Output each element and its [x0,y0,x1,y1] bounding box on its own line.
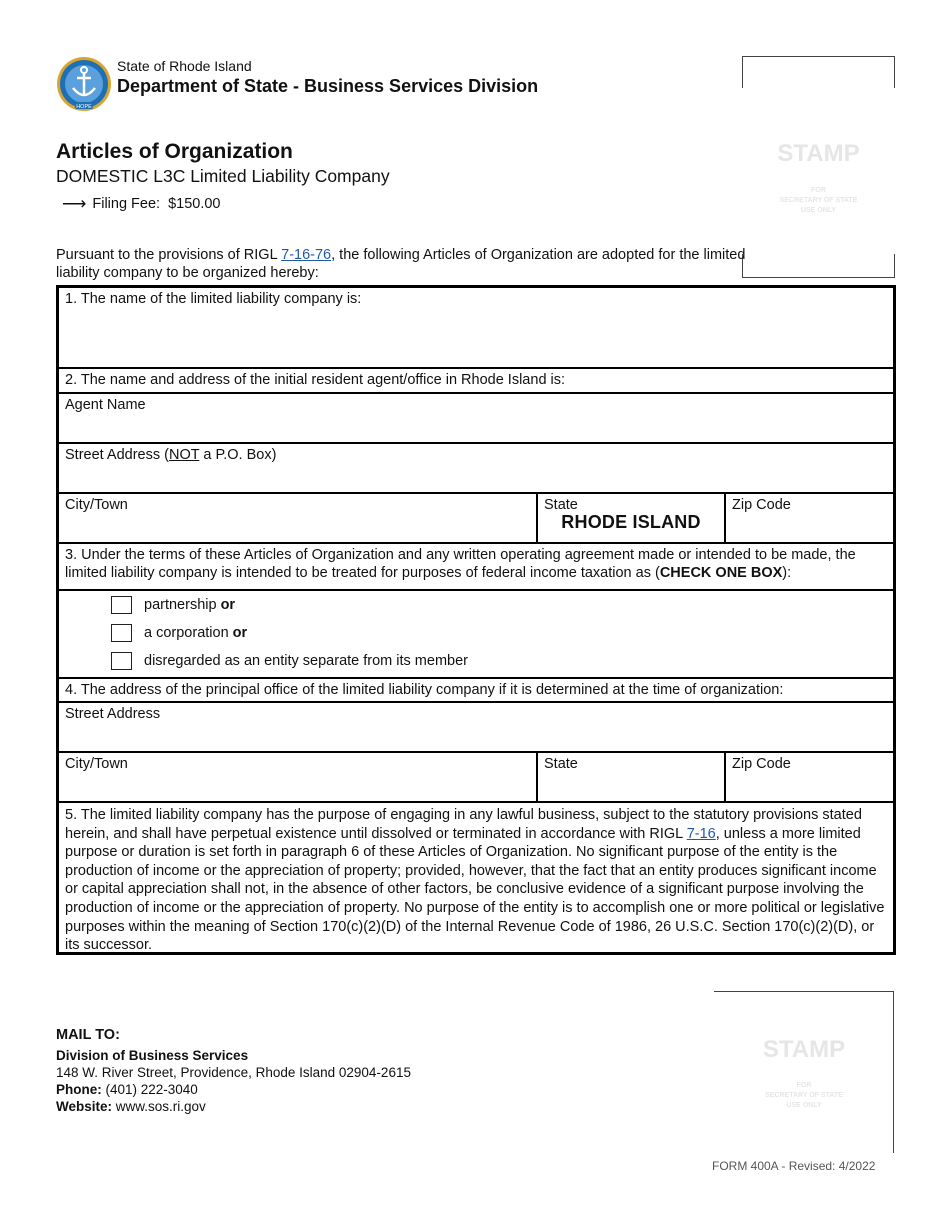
intro-paragraph: Pursuant to the provisions of RIGL 7-16-76, the following Articles of Organization are adopted for the limited liability company to be organized hereby: [56,247,746,281]
principal-zip-field[interactable]: Zip Code [732,756,791,772]
form-number: FORM 400A - Revised: 4/2022 [712,1159,876,1173]
mail-division: Division of Business Services [56,1048,249,1063]
articles-form [56,285,896,955]
agent-street-field[interactable] [59,444,893,494]
stamp-box-2 [714,991,894,1153]
llc-name-field[interactable] [59,288,893,369]
rigl-link[interactable]: 7-16-76 [281,247,332,263]
stamp-note-2: FOR SECRETARY OF STATE USE ONLY [765,1082,843,1109]
mail-heading: MAIL TO: [56,1027,120,1043]
agent-city-state-zip-row [59,494,893,544]
agent-name-field[interactable] [59,394,893,444]
mail-website: Website: www.sos.ri.gov [56,1099,206,1114]
mail-phone: Phone: (401) 222-3040 [56,1082,198,1097]
disregarded-checkbox[interactable] [111,652,132,670]
agent-name-label: Agent Name [65,397,146,413]
principal-street-field[interactable]: Street Address [59,703,893,753]
agent-city-field[interactable]: City/Town [65,497,128,513]
principal-state-field[interactable]: State [544,756,578,772]
option-corporation[interactable]: a corporation or [111,624,247,642]
rigl-7-16-link[interactable]: 7-16 [686,825,716,842]
agent-street-label: Street Address (NOT a P.O. Box) [65,447,277,463]
state-value: RHODE ISLAND [561,512,701,532]
partnership-checkbox[interactable] [111,596,132,614]
stamp-label-2: STAMP [762,1036,846,1063]
state-name: State of Rhode Island [117,58,252,74]
principal-city-state-zip-row [59,753,893,803]
stamp-box-top [742,56,895,88]
mail-to-block [56,1027,411,1115]
page-subtitle: DOMESTIC L3C Limited Liability Company [56,166,390,186]
stamp-box-bottom [742,254,895,278]
q4-header: 4. The address of the principal office of the limited liability company if it is determined at the time of organization: [59,679,893,703]
seal-motto: HOPE [76,104,92,110]
stamp-note: FOR SECRETARY OF STATE USE ONLY [779,187,858,214]
q1-label: 1. The name of the limited liability company is: [65,291,362,307]
department-name: Department of State - Business Services Division [117,76,539,96]
corporation-checkbox[interactable] [111,624,132,642]
option-partnership[interactable]: partnership or [111,596,235,614]
agent-state-field: State RHODE ISLAND [538,494,724,542]
agent-zip-field[interactable]: Zip Code [732,497,791,513]
tax-classification-options [59,591,893,679]
q5-purpose: 5. The limited liability company has the purpose of engaging in any lawful business, subject to the statutory provisions stated herein, and shall have perpetual existence until dissolved or terminated in accordance with RIGL 7-16, unless a more limited purpose or duration is set forth in paragraph 6 of these Articles of Organization. No significant purpose of the entity is the production of income or the appreciation of property; provided, however, that the fact that an entity produces significant income or capital appreciation shall not, in the absence of other factors, be conclusive evidence of a significant purpose involving the production of income or the appreciation of property. No purpose of the entity is to accomplish one or more political or legislative purposes within the meaning of Section 170(c)(2)(D) of the Internal Revenue Code of 1986, 26 U.S.C. Section 170(c)(2)(D), or its successor. [65,807,885,954]
principal-city-field[interactable]: City/Town [65,756,128,772]
stamp-label: STAMP [777,140,860,167]
mail-address: 148 W. River Street, Providence, Rhode Island 02904-2615 [56,1065,411,1080]
page-title: Articles of Organization [56,140,293,163]
filing-fee: ⟶ Filing Fee: $150.00 [62,194,221,213]
arrow-right-icon: ⟶ [62,194,87,213]
q3-header: 3. Under the terms of these Articles of Organization and any written operating agreement made or intended to be made, the limited liability company is intended to be treated for purposes of federal income taxation as (CHECK ONE BOX): [59,544,893,591]
rhode-island-seal-icon [56,56,112,112]
q2-header: 2. The name and address of the initial resident agent/office in Rhode Island is: [59,369,893,394]
option-disregarded[interactable]: disregarded as an entity separate from its member [111,652,468,670]
